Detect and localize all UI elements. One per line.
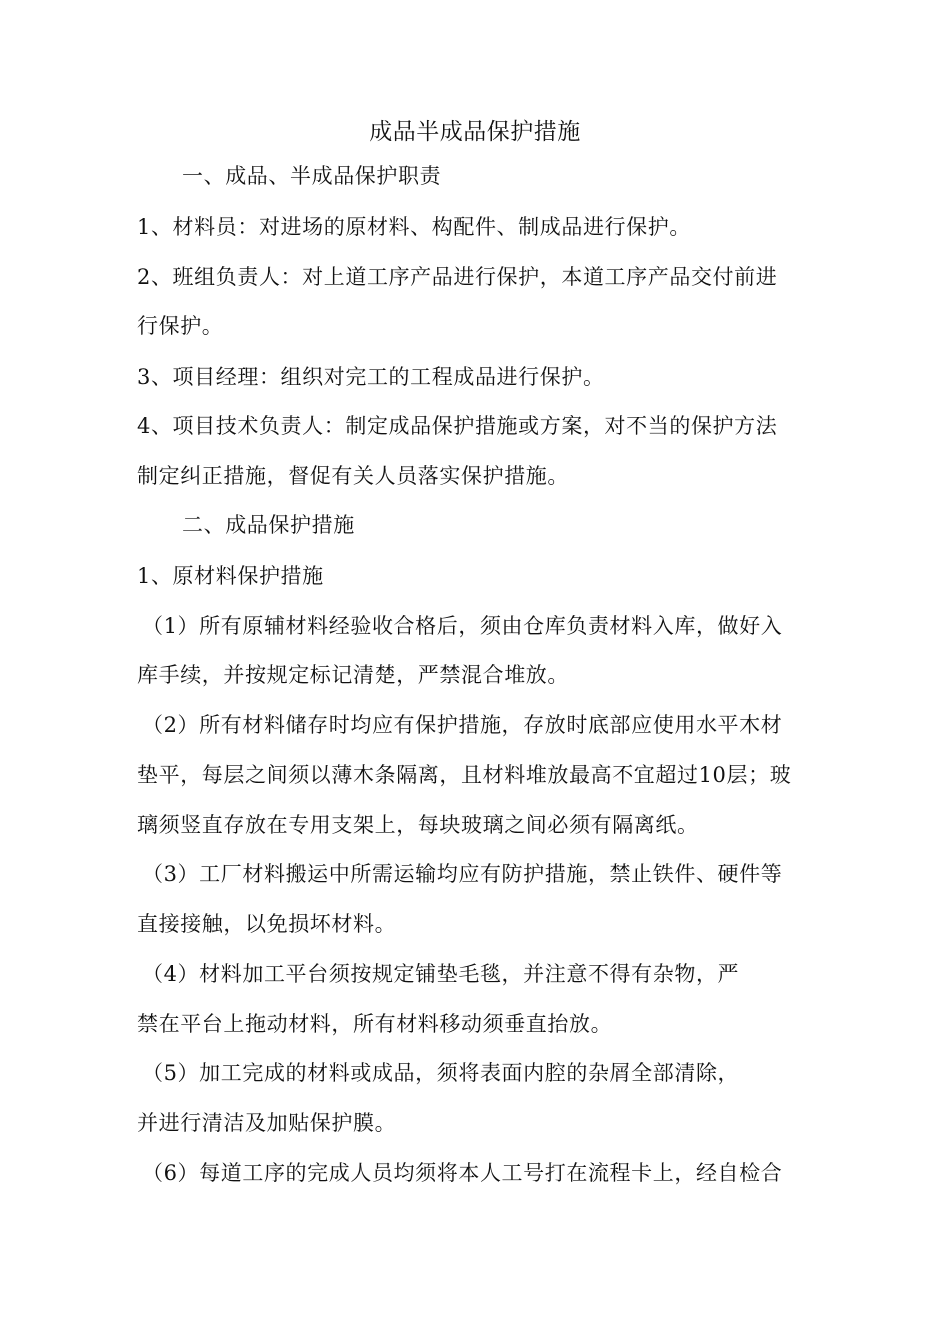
list-item-line: （3）工厂材料搬运中所需运输均应有防护措施，禁止铁件、硬件等	[142, 862, 783, 886]
paragraph-line: 1、材料员：对进场的原材料、构配件、制成品进行保护。	[137, 215, 691, 239]
list-item-line: （6）每道工序的完成人员均须将本人工号打在流程卡上，经自检合	[142, 1161, 783, 1185]
section-heading-2: 二、成品保护措施	[182, 513, 355, 537]
list-item-line: （1）所有原辅材料经验收合格后，须由仓库负责材料入库，做好入	[142, 614, 783, 638]
list-item-line: 禁在平台上拖动材料，所有材料移动须垂直抬放。	[137, 1012, 613, 1036]
list-item-line: 直接接触，以免损坏材料。	[137, 912, 397, 936]
paragraph-line: 制定纠正措施，督促有关人员落实保护措施。	[137, 464, 569, 488]
list-item-line: 并进行清洁及加贴保护膜。	[137, 1111, 397, 1135]
list-item-line: （4）材料加工平台须按规定铺垫毛毯，并注意不得有杂物，严	[142, 962, 740, 986]
subsection-heading: 1、原材料保护措施	[137, 564, 324, 588]
paragraph-line: 行保护。	[137, 314, 224, 338]
list-item-line: 库手续，并按规定标记清楚，严禁混合堆放。	[137, 663, 569, 687]
paragraph-line: 2、班组负责人：对上道工序产品进行保护，本道工序产品交付前进	[137, 265, 778, 289]
document-title: 成品半成品保护措施	[369, 119, 581, 145]
paragraph-line: 4、项目技术负责人：制定成品保护措施或方案，对不当的保护方法	[137, 414, 778, 438]
section-heading-1: 一、成品、半成品保护职责	[182, 164, 442, 188]
list-item-line: 垫平，每层之间须以薄木条隔离，且材料堆放最高不宜超过10层；玻	[137, 763, 792, 787]
list-item-line: 璃须竖直存放在专用支架上，每块玻璃之间必须有隔离纸。	[137, 813, 699, 837]
list-item-line: （2）所有材料储存时均应有保护措施，存放时底部应使用水平木材	[142, 713, 783, 737]
paragraph-line: 3、项目经理：组织对完工的工程成品进行保护。	[137, 365, 605, 389]
list-item-line: （5）加工完成的材料或成品，须将表面内腔的杂屑全部清除，	[142, 1061, 740, 1085]
